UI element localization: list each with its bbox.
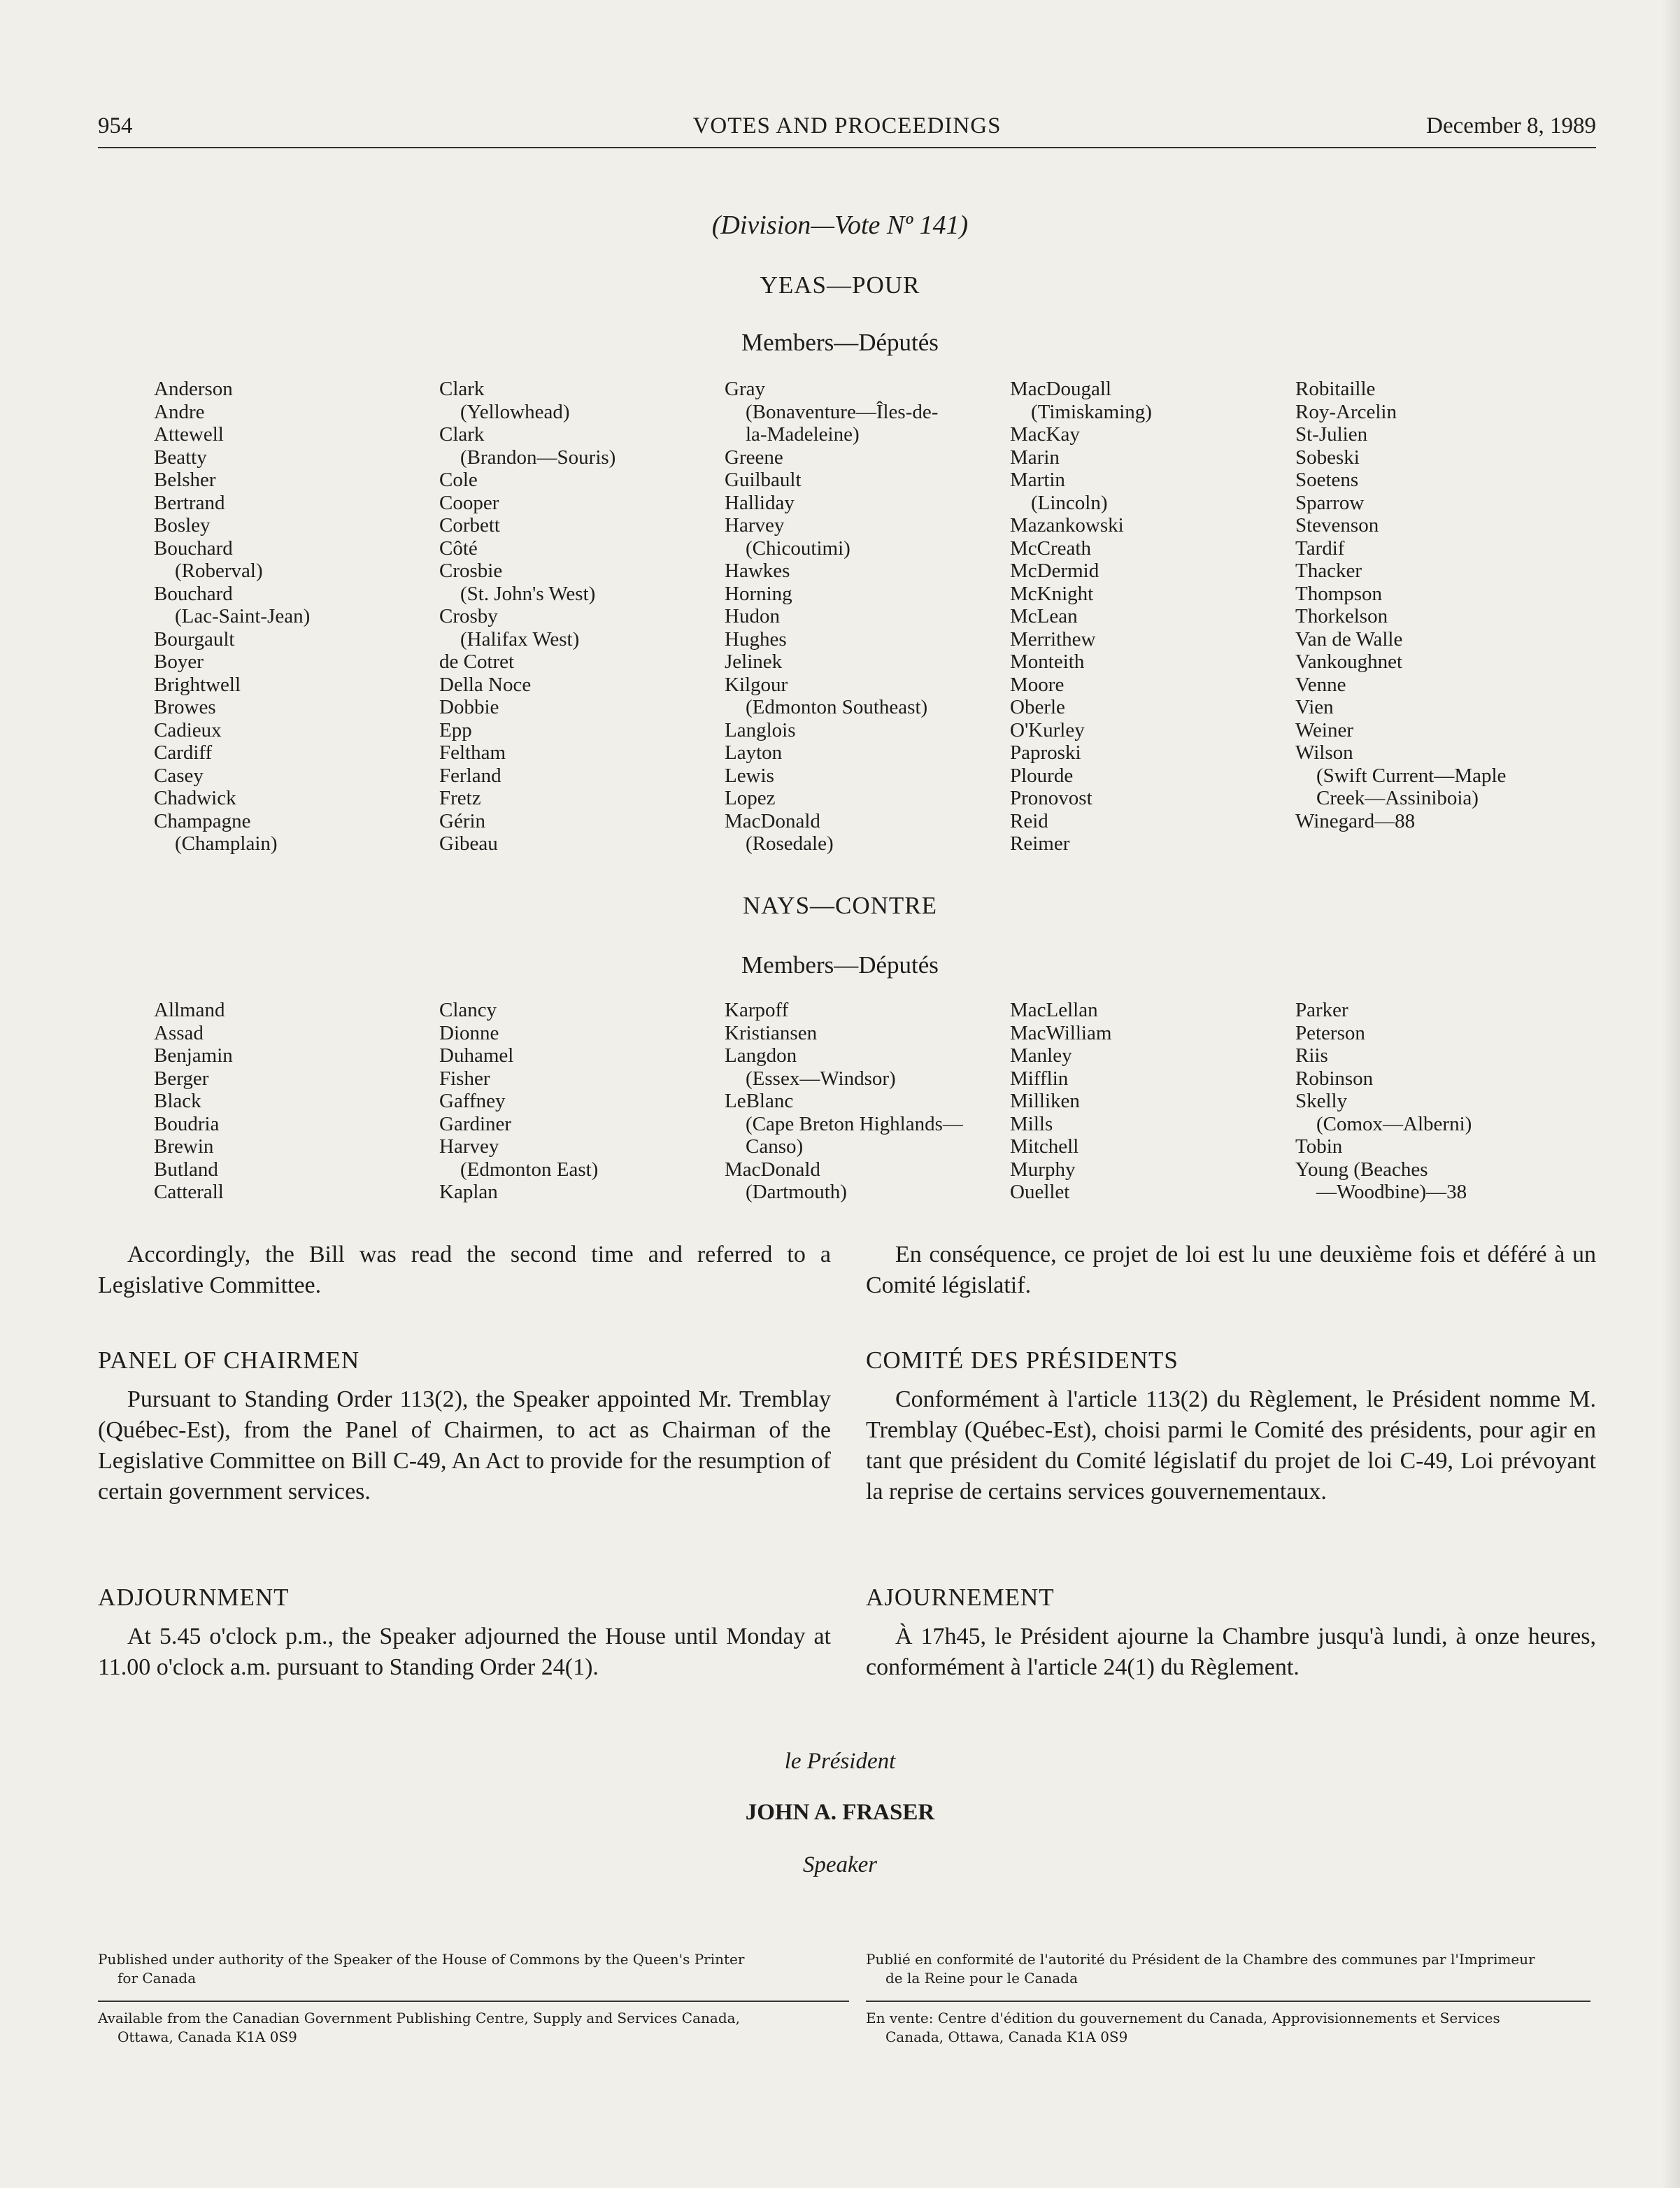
nays-column-3	[725, 999, 1010, 1204]
member-name: Sparrow	[1295, 491, 1365, 514]
member-name: Venne	[1295, 673, 1346, 696]
footer-rule-fr	[866, 2001, 1590, 2002]
nays-column-2	[439, 999, 725, 1204]
riding-name: (Essex—Windsor)	[746, 1067, 896, 1090]
member-name: Bosley	[154, 514, 211, 537]
nays-heading: NAYS—CONTRE	[742, 892, 938, 919]
member-name: Murphy	[1010, 1158, 1076, 1181]
member-name: Fisher	[439, 1067, 490, 1090]
panel-text-en: Pursuant to Standing Order 113(2), the Speaker appointed Mr. Tremblay (Québec-Est), from the Panel of Chairmen, to act as Chairman of the Legislative Committee on Bill C-49, An Act to provide for the resumption of certain government services.	[98, 1386, 831, 1505]
member-name: Gibeau	[439, 832, 498, 855]
member-name: Harvey	[439, 1135, 499, 1158]
riding-name: (Lac-Saint-Jean)	[175, 605, 311, 627]
member-name: Halliday	[725, 491, 795, 514]
panel-heading-fr: COMITÉ DES PRÉSIDENTS	[866, 1347, 1179, 1374]
member-name: Cardiff	[154, 741, 213, 764]
member-name: MacDonald	[725, 809, 820, 832]
signature-name: JOHN A. FRASER	[745, 1800, 935, 1825]
member-name: Oberle	[1010, 696, 1065, 718]
member-name: Boudria	[154, 1112, 220, 1135]
member-name: Hudon	[725, 605, 780, 627]
member-name: Moore	[1010, 673, 1065, 696]
member-name: Crosby	[439, 605, 498, 627]
member-name: Gray	[725, 378, 765, 400]
member-name: Van de Walle	[1295, 627, 1403, 651]
publication-title: VOTES AND PROCEEDINGS	[692, 113, 1002, 138]
riding-name: (Edmonton East)	[460, 1158, 599, 1181]
member-name: Plourde	[1010, 764, 1074, 787]
riding-name: (Lincoln)	[1031, 491, 1108, 514]
riding-name: —Woodbine)—38	[1316, 1181, 1467, 1203]
member-name: Fretz	[439, 787, 481, 809]
member-name: Anderson	[154, 378, 233, 400]
riding-name: (St. John's West)	[460, 582, 596, 605]
member-name: Clancy	[439, 999, 497, 1021]
member-name: Manley	[1010, 1044, 1072, 1067]
member-name: Langdon	[725, 1044, 797, 1067]
sitting-date: December 8, 1989	[1426, 113, 1596, 138]
panel-text-fr: Conformément à l'article 113(2) du Règlement, le Président nomme M. Tremblay (Québec-Est), choisi parmi le Comité des présidents, pour agir en tant que président du Comité législatif du projet de loi C-49, Loi prévoyant la reprise de certains services gouvernementaux.	[866, 1386, 1596, 1505]
riding-name: (Halifax West)	[460, 627, 580, 651]
member-name: Cooper	[439, 491, 499, 514]
adjournment-heading-fr: AJOURNEMENT	[866, 1584, 1055, 1611]
member-name: Corbett	[439, 514, 500, 537]
member-name: Feltham	[439, 741, 506, 764]
member-name: Gardiner	[439, 1112, 512, 1135]
member-name: Milliken	[1010, 1090, 1080, 1112]
member-name: Boyer	[154, 651, 204, 673]
member-name: McKnight	[1010, 582, 1094, 605]
member-name: Mifflin	[1010, 1067, 1069, 1090]
member-name: Skelly	[1295, 1090, 1348, 1112]
member-name: Assad	[154, 1021, 204, 1044]
member-name: Bouchard	[154, 582, 233, 605]
signature-english-title: Speaker	[802, 1852, 878, 1877]
member-name: Karpoff	[725, 999, 789, 1021]
member-name: Robinson	[1295, 1067, 1374, 1090]
member-name: Peterson	[1295, 1021, 1365, 1044]
riding-name: Creek—Assiniboia)	[1316, 787, 1479, 809]
member-name: Della Noce	[439, 673, 532, 696]
panel-heading-en: PANEL OF CHAIRMEN	[98, 1347, 360, 1374]
adjournment-text-fr: À 17h45, le Président ajourne la Chambre jusqu'à lundi, à onze heures, conformément à l'article 24(1) du Règlement.	[866, 1624, 1596, 1680]
member-name: Merrithew	[1010, 627, 1096, 651]
nays-column-1	[154, 999, 439, 1204]
member-name: Greene	[725, 446, 783, 469]
member-name: McLean	[1010, 605, 1078, 627]
footer-available-en: Available from the Canadian Government Publishing Centre, Supply and Services Canada, Ottawa, Canada K1A 0S9	[98, 2010, 740, 2045]
member-name: Catterall	[154, 1181, 224, 1203]
member-name: Martin	[1010, 469, 1065, 491]
member-name: Vien	[1295, 696, 1334, 718]
member-name: Monteith	[1010, 651, 1085, 673]
member-name: Bouchard	[154, 537, 233, 560]
member-name: Crosbie	[439, 560, 503, 582]
member-name: Dionne	[439, 1021, 499, 1044]
member-name: Jelinek	[725, 651, 783, 673]
member-name: Kristiansen	[725, 1021, 818, 1044]
member-name: Reimer	[1010, 832, 1070, 855]
member-name: Gérin	[439, 809, 486, 832]
member-name: Reid	[1010, 809, 1048, 832]
nays-members-subheading: Members—Députés	[741, 951, 939, 979]
member-name: Duhamel	[439, 1044, 514, 1067]
member-name: Parker	[1295, 999, 1348, 1021]
member-name: MacDonald	[725, 1158, 820, 1181]
member-name: Bourgault	[154, 627, 235, 651]
member-name: Mazankowski	[1010, 514, 1124, 537]
riding-name: (Champlain)	[175, 832, 278, 855]
riding-name: (Chicoutimi)	[746, 537, 850, 560]
member-name: Ouellet	[1010, 1181, 1070, 1203]
riding-name: (Brandon—Souris)	[460, 446, 616, 469]
member-name: MacKay	[1010, 423, 1080, 446]
nays-member-list	[154, 999, 1623, 1204]
member-name: Lewis	[725, 764, 774, 787]
member-name: Beatty	[154, 446, 207, 469]
yeas-column-4	[1010, 378, 1295, 855]
member-name: Mills	[1010, 1112, 1053, 1135]
member-name: McDermid	[1010, 560, 1099, 582]
member-name: Stevenson	[1295, 514, 1379, 537]
member-name: Roy-Arcelin	[1295, 400, 1397, 423]
member-name: Lopez	[725, 787, 776, 809]
riding-name: (Comox—Alberni)	[1316, 1112, 1472, 1135]
member-name: MacLellan	[1010, 999, 1098, 1021]
member-name: Benjamin	[154, 1044, 233, 1067]
member-name: Berger	[154, 1067, 209, 1090]
member-name: Langlois	[725, 718, 796, 741]
riding-name: (Roberval)	[175, 560, 263, 582]
footer-available-fr: En vente: Centre d'édition du gouvernement du Canada, Approvisionnements et Services Canada, Ottawa, Canada K1A 0S9	[866, 2010, 1500, 2045]
member-name: Thacker	[1295, 560, 1362, 582]
member-name: Cole	[439, 469, 478, 491]
member-name: Mitchell	[1010, 1135, 1079, 1158]
member-name: Harvey	[725, 514, 785, 537]
member-name: Ferland	[439, 764, 501, 787]
member-name: Robitaille	[1295, 378, 1376, 400]
member-name: Thorkelson	[1295, 605, 1388, 627]
member-name: Browes	[154, 696, 216, 718]
member-name: O'Kurley	[1010, 718, 1085, 741]
member-name: Young (Beaches	[1295, 1158, 1428, 1181]
division-label: (Division—Vote Nº 141)	[711, 211, 969, 240]
member-name: Marin	[1010, 446, 1060, 469]
member-name: Casey	[154, 764, 204, 787]
yeas-column-2	[439, 378, 725, 855]
member-name: Tobin	[1295, 1135, 1343, 1158]
member-name: Guilbault	[725, 469, 802, 491]
riding-name: (Edmonton Southeast)	[746, 696, 928, 718]
yeas-member-list	[154, 378, 1623, 855]
yeas-column-3	[725, 378, 1010, 855]
result-fr: En conséquence, ce projet de loi est lu une deuxième fois et déféré à un Comité législatif.	[866, 1242, 1596, 1298]
footer-rule-en	[98, 2001, 849, 2002]
footer-published-en: Published under authority of the Speaker of the House of Commons by the Queen's Printer for Canada	[98, 1951, 745, 1987]
footer-published-fr: Publié en conformité de l'autorité du Président de la Chambre des communes par l'Imprimeur de la Reine pour le Canada	[866, 1951, 1535, 1987]
member-name: de Cotret	[439, 651, 515, 673]
nays-column-5	[1295, 999, 1581, 1204]
member-name: McCreath	[1010, 537, 1091, 560]
adjournment-heading-en: ADJOURNMENT	[98, 1584, 290, 1611]
yeas-column-5	[1295, 378, 1581, 855]
member-name: Champagne	[154, 809, 251, 832]
member-name: Allmand	[154, 999, 225, 1021]
member-name: Weiner	[1295, 718, 1354, 741]
yeas-column-1	[154, 378, 439, 855]
member-name: Hawkes	[725, 560, 790, 582]
riding-name: (Bonaventure—Îles-de-	[746, 400, 939, 423]
member-name: Dobbie	[439, 696, 499, 718]
member-name: St-Julien	[1295, 423, 1368, 446]
member-name: Tardif	[1295, 537, 1345, 560]
member-name: Kilgour	[725, 673, 788, 696]
member-name: Brewin	[154, 1135, 214, 1158]
member-name: Hughes	[725, 627, 787, 651]
member-name: Gaffney	[439, 1090, 506, 1112]
running-head	[98, 112, 1596, 148]
member-name: Soetens	[1295, 469, 1359, 491]
member-name: Andre	[154, 400, 205, 423]
member-name: Wilson	[1295, 741, 1353, 764]
riding-name: (Swift Current—Maple	[1316, 764, 1507, 787]
nays-column-4	[1010, 999, 1295, 1204]
member-name: Pronovost	[1010, 787, 1092, 809]
riding-name: (Dartmouth)	[746, 1181, 847, 1203]
signature-french-title: le Président	[784, 1749, 896, 1774]
riding-name: (Yellowhead)	[460, 400, 570, 423]
member-name: Cadieux	[154, 718, 222, 741]
member-name: Horning	[725, 582, 792, 605]
member-name: Clark	[439, 378, 485, 400]
member-name: Brightwell	[154, 673, 241, 696]
member-name: MacWilliam	[1010, 1021, 1112, 1044]
riding-name: Canso)	[746, 1135, 804, 1158]
member-name: Kaplan	[439, 1181, 498, 1203]
page-number: 954	[98, 113, 133, 138]
member-name: Riis	[1295, 1044, 1328, 1067]
member-name: Paproski	[1010, 741, 1081, 764]
riding-name: (Timiskaming)	[1031, 400, 1152, 423]
member-name: Attewell	[154, 423, 224, 446]
member-name: Epp	[439, 718, 472, 741]
member-name: Chadwick	[154, 787, 236, 809]
riding-name: la-Madeleine)	[746, 423, 860, 446]
member-name: Layton	[725, 741, 783, 764]
member-name: Winegard—88	[1295, 809, 1416, 832]
member-name: Clark	[439, 423, 485, 446]
member-name: Bertrand	[154, 491, 225, 514]
member-name: Vankoughnet	[1295, 651, 1403, 673]
riding-name: (Cape Breton Highlands—	[746, 1112, 963, 1135]
riding-name: (Rosedale)	[746, 832, 834, 855]
member-name: Black	[154, 1090, 201, 1112]
member-name: Butland	[154, 1158, 218, 1181]
result-en: Accordingly, the Bill was read the second time and referred to a Legislative Committee.	[98, 1242, 831, 1298]
yeas-heading: YEAS—POUR	[760, 271, 920, 299]
member-name: MacDougall	[1010, 378, 1111, 400]
adjournment-text-en: At 5.45 o'clock p.m., the Speaker adjourned the House until Monday at 11.00 o'clock a.m. pursuant to Standing Order 24(1).	[98, 1624, 831, 1680]
yeas-members-subheading: Members—Députés	[741, 329, 939, 356]
member-name: LeBlanc	[725, 1090, 794, 1112]
member-name: Thompson	[1295, 582, 1383, 605]
member-name: Belsher	[154, 469, 216, 491]
member-name: Côté	[439, 537, 478, 560]
member-name: Sobeski	[1295, 446, 1360, 469]
